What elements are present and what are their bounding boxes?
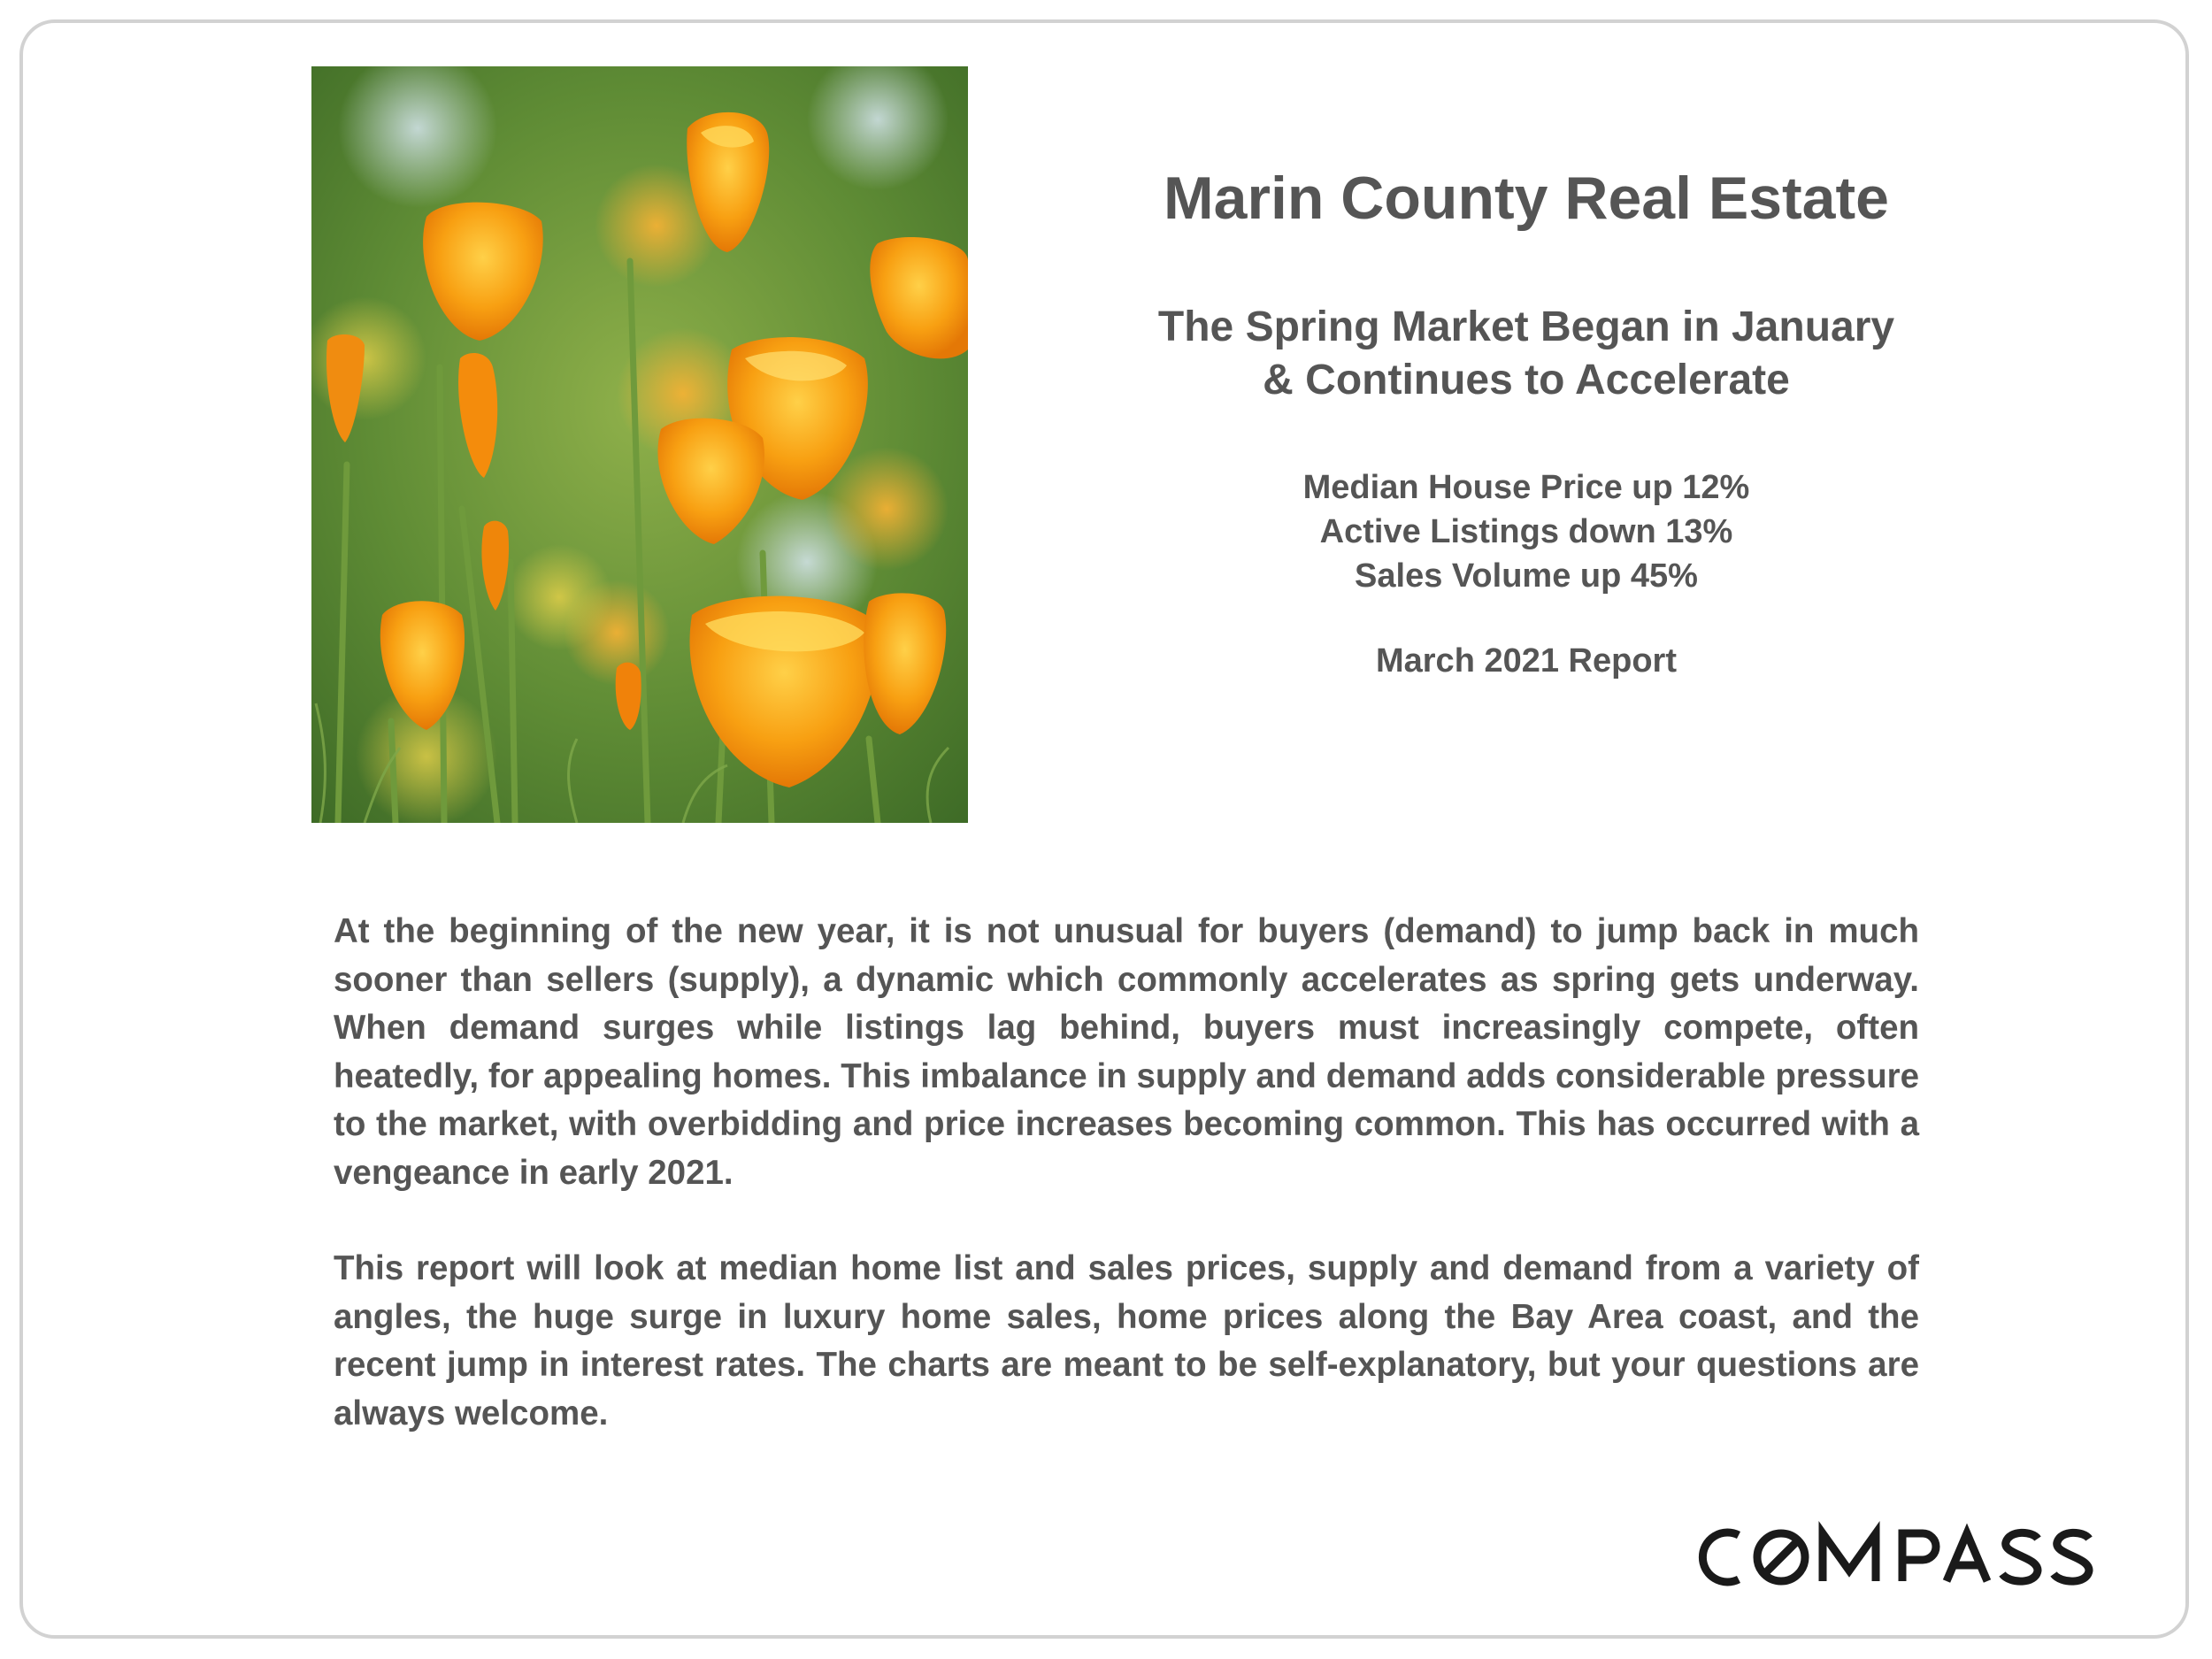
report-date: March 2021 Report bbox=[1375, 642, 1677, 680]
report-intro-text bbox=[334, 908, 1919, 1438]
intro-paragraph-2: This report will look at median home list and sales prices, supply and demand from a variety of angles, the huge surge in luxury home sales, home prices along the Bay Area coast, and the recent jump in interest rates. The charts are meant to be self-explanatory, but your questions are always welcome. bbox=[334, 1249, 1919, 1432]
intro-paragraph-1: At the beginning of the new year, it is not unusual for buyers (demand) to jump back in much sooner than sellers (supply), a dynamic which commonly accelerates as spring gets underway. When demand surges while listings lag behind, buyers must increasingly compete, often heatedly, for appealing homes. This imbalance in supply and demand adds considerable pressure to the market, with overbidding and price increases becoming common. This has occurred with a vengeance in early 2021. bbox=[334, 912, 1919, 1192]
stat-median-price: Median House Price up 12% bbox=[1302, 469, 1750, 506]
california-poppies-photo bbox=[311, 66, 968, 823]
title-block bbox=[1018, 159, 2035, 683]
key-stats bbox=[1018, 465, 2035, 598]
subtitle-line-1: The Spring Market Began in January bbox=[1157, 303, 1895, 350]
report-title: Marin County Real Estate bbox=[1164, 165, 1889, 232]
report-subtitle bbox=[1018, 301, 2035, 407]
subtitle-line-2: & Continues to Accelerate bbox=[1263, 357, 1790, 403]
compass-logo bbox=[1686, 1517, 2097, 1597]
stat-active-listings: Active Listings down 13% bbox=[1319, 513, 1733, 550]
stat-sales-volume: Sales Volume up 45% bbox=[1355, 557, 1698, 595]
